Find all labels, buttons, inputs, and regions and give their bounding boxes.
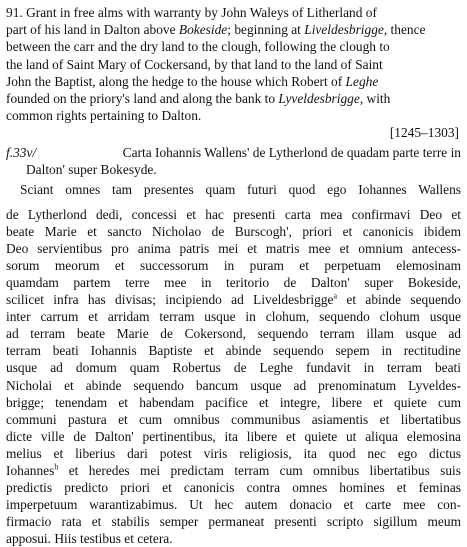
charter-line: imperpetuum warantizabimus. Ut hec autem donacio et carte mee con- [6, 496, 461, 512]
charter-line: ad terram beate Marie de Cokersond, sequendo terram illam usque ad [6, 326, 461, 342]
charter-line: terram beati Iohannis Baptiste et abinde sequendo sepem in rectitudine [6, 343, 461, 359]
summary-line: between the carr and the dry land to the clough, following the clough to [6, 39, 390, 55]
charter-line: Iohannes$^b$ et heredes mei predictam terram cum omnibus libertatibus suis [6, 462, 461, 478]
summary-line: part of his land in Dalton above Bokeside; beginning at Liveldesbrigge, thence [6, 22, 426, 38]
charter-line: brigge; tenendam et habendam pacifice et integre, libere et quiete cum [6, 394, 461, 410]
person-name: Leghe [345, 73, 379, 89]
folio-reference: f.33v/ [6, 145, 37, 160]
rubric-line: f.33v/ Carta Iohannis Wallens' de Lytherlond de quadam parte terre in [6, 145, 461, 160]
summary-line: founded on the priory's land and along the bank to Lyveldesbrigge, with [6, 91, 391, 107]
place-name: Liveldesbrigge [304, 22, 384, 38]
charter-line: sorum meorum et successorum in puram et perpetuam elemosinam [6, 258, 461, 274]
charter-line: inter carrum et arridam terram usque in clohum, sequendo clohum usque [6, 309, 461, 325]
summary-line: John the Baptist, along the hedge to the house which Robert of Leghe [6, 73, 379, 89]
charter-line: dicte ville de Dalton' pertinentibus, ita libere et quiete ut aliqua elemosina [6, 428, 461, 444]
place-name: Bokeside [178, 22, 228, 38]
date-range: [1245–1303] [389, 125, 459, 140]
charter-text [6, 181, 461, 547]
charter-line: Sciant omnes tam presentes quam futuri quod ego Iohannes Wallens [20, 182, 461, 197]
summary-line: 91. Grant in free alms with warranty by John Waleys of Litherland of [6, 5, 377, 20]
charter-line: Nicholai et abinde sequendo bancum usque ad prenominatum Lyveldes- [6, 377, 461, 393]
place-name: Lyveldesbrigge [278, 91, 360, 107]
footnote-marker: a [333, 291, 338, 301]
charter-line: usque ad domum quam Robertus de Leghe fundavit in terram beati [6, 360, 461, 376]
summary-line: common rights pertaining to Dalton. [6, 108, 202, 124]
charter-line: scilicet infra has divisas; incipiendo ad Liveldesbrigge$^a$ et abinde sequendo [6, 291, 461, 308]
charter-line: communi pastura et cum omnibus communibus asiamentis et libertatibus [6, 411, 461, 427]
charter-line: Deo servientibus pro anima patris mei et matris mee et omnium antecess- [6, 241, 461, 257]
charter-line: beate Marie et sancto Nicholao de Burscogh', priori et canonicis ibidem [6, 224, 461, 240]
charter-line: de Lytherlond dedi, concessi et hac presenti carta mea confirmavi Deo et [6, 207, 461, 223]
rubric-line: Dalton' super Bokesyde. [26, 162, 157, 178]
charter-rubric [6, 144, 461, 178]
summary-line: the land of Saint Mary of Cockersand, by that land to the land of Saint [6, 56, 383, 72]
entry-summary [6, 4, 461, 124]
charter-line: melius et liberius dari potest viris religiosis, ita quod nec ego dictus [6, 445, 461, 461]
charter-line: quamdam partem terre mee in teritorio de Dalton' super Bokeside, [6, 275, 461, 291]
footnote-marker: b [54, 462, 59, 472]
charter-line: firmacio rata et stabilis semper permaneat presenti scripto sigillum meum [6, 513, 461, 529]
charter-line: apposui. Hiis testibus et cetera. [6, 530, 173, 546]
charter-line: predictis predicto priori et canonicis contra omnes homines et feminas [6, 479, 461, 495]
